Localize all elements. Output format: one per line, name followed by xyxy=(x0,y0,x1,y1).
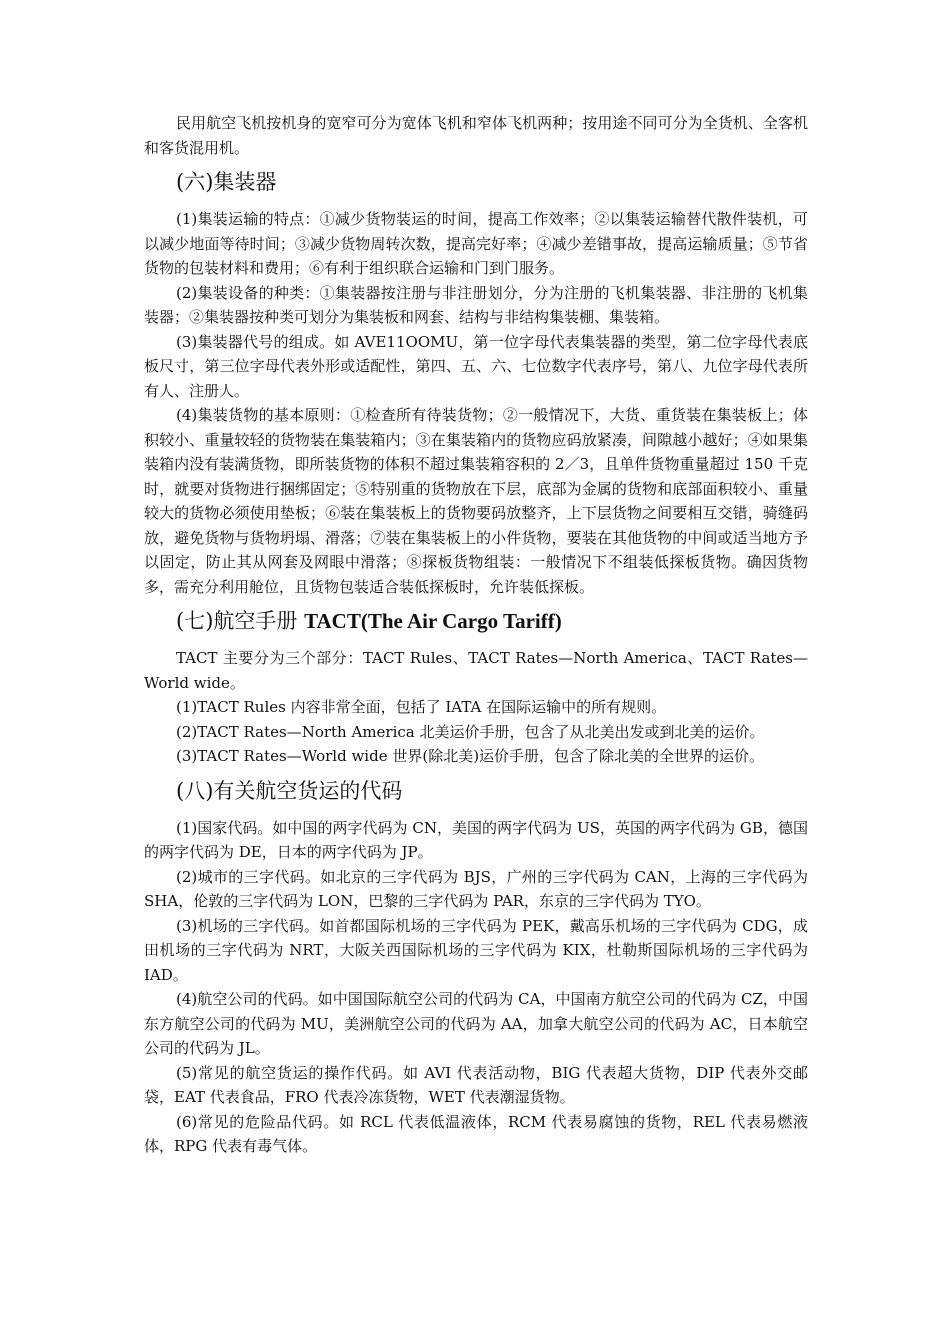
paragraph: (1)TACT Rules 内容非常全面，包括了 IATA 在国际运输中的所有规则。 xyxy=(176,698,667,716)
document-body xyxy=(144,111,808,1159)
paragraph: (4)集装货物的基本原则：①检查所有待装货物；②一般情况下，大货、重货装在集装板上；体积较小、重量较轻的货物装在集装箱内；③在集装箱内的货物应码放紧凑，间隙越小越好；④如果集装箱内没有装满货物，即所装货物的体积不超过集装箱容积的 2／3，且单件货物重量超过 150 千克时，就要对货物进行捆绑固定；⑤特别重的货物放在下层，底部为金属的货物和底部面积较小、重量较大的货物必须使用垫板；⑥装在集装板上的货物要码放整齐，上下层货物之间要相互交错，骑缝码放，避免货物与货物坍塌、滑落；⑦装在集装板上的小件货物，要装在其他货物的中间或适当地方予以固定，防止其从网套及网眼中滑落；⑧探板货物组装：一般情况下不组装低探板货物。确因货物多，需充分利用舱位，且货物包装适合装低探板时，允许装低探板。 xyxy=(144,406,808,596)
section-heading-text: (七)航空手册 xyxy=(176,609,305,633)
intro-paragraph: 民用航空飞机按机身的宽窄可分为宽体飞机和窄体飞机两种；按用途不同可分为全货机、全客机和客货混用机。 xyxy=(144,114,808,157)
paragraph: TACT 主要分为三个部分：TACT Rules、TACT Rates—North America、TACT Rates—World wide。 xyxy=(144,649,808,692)
section-heading-codes xyxy=(144,776,808,806)
paragraph: (1)国家代码。如中国的两字代码为 CN，美国的两字代码为 US，英国的两字代码为 GB，德国的两字代码为 DE，日本的两字代码为 JP。 xyxy=(144,818,808,861)
section-containers xyxy=(144,167,808,599)
section-codes xyxy=(144,776,808,1159)
section-heading-tact xyxy=(144,606,808,636)
paragraph: (1)集装运输的特点：①减少货物装运的时间，提高工作效率；②以集装运输替代散件装机，可以减少地面等待时间；③减少货物周转次数，提高完好率；④减少差错事故，提高运输质量；⑤节省货物的包装材料和费用；⑥有利于组织联合运输和门到门服务。 xyxy=(144,210,808,277)
paragraph: (5)常见的航空货运的操作代码。如 AVI 代表活动物，BIG 代表超大货物，DIP 代表外交邮袋，EAT 代表食品，FRO 代表冷冻货物，WET 代表潮湿货物。 xyxy=(144,1063,808,1106)
paragraph: (3)TACT Rates—World wide 世界(除北美)运价手册，包含了除北美的全世界的运价。 xyxy=(176,747,765,765)
section-tact xyxy=(144,606,808,769)
paragraph: (6)常见的危险品代码。如 RCL 代表低温液体，RCM 代表易腐蚀的货物，REL 代表易燃液体，RPG 代表有毒气体。 xyxy=(144,1112,808,1155)
paragraph: (4)航空公司的代码。如中国国际航空公司的代码为 CA，中国南方航空公司的代码为 CZ，中国东方航空公司的代码为 MU，美洲航空公司的代码为 AA，加拿大航空公司的代码为 AC，日本航空公司的代码为 JL。 xyxy=(144,990,808,1057)
paragraph: (2)城市的三字代码。如北京的三字代码为 BJS，广州的三字代码为 CAN，上海的三字代码为 SHA，伦敦的三字代码为 LON，巴黎的三字代码为 PAR，东京的三字代码为 TYO。 xyxy=(144,867,808,910)
section-heading-containers xyxy=(144,167,808,197)
paragraph: (2)TACT Rates—North America 北美运价手册，包含了从北美出发或到北美的运价。 xyxy=(176,722,765,741)
section-heading-text: (六)集装器 xyxy=(176,170,277,194)
section-heading-latin: TACT(The Air Cargo Tariff) xyxy=(304,609,562,633)
paragraph: (2)集装设备的种类：①集装器按注册与非注册划分，分为注册的飞机集装器、非注册的飞机集装器；②集装器按种类可划分为集装板和网套、结构与非结构集装棚、集装箱。 xyxy=(144,283,808,326)
section-heading-text: (八)有关航空货运的代码 xyxy=(176,778,403,803)
paragraph: (3)集装器代号的组成。如 AVE11OOMU，第一位字母代表集装器的类型，第二位字母代表底板尺寸，第三位字母代表外形或适配性，第四、五、六、七位数字代表序号，第八、九位字母代表所有人、注册人。 xyxy=(144,332,808,400)
paragraph: (3)机场的三字代码。如首都国际机场的三字代码为 PEK，戴高乐机场的三字代码为 CDG，成田机场的三字代码为 NRT，大阪关西国际机场的三字代码为 KIX，杜勒斯国际机场的三字代码为 IAD。 xyxy=(144,916,808,984)
